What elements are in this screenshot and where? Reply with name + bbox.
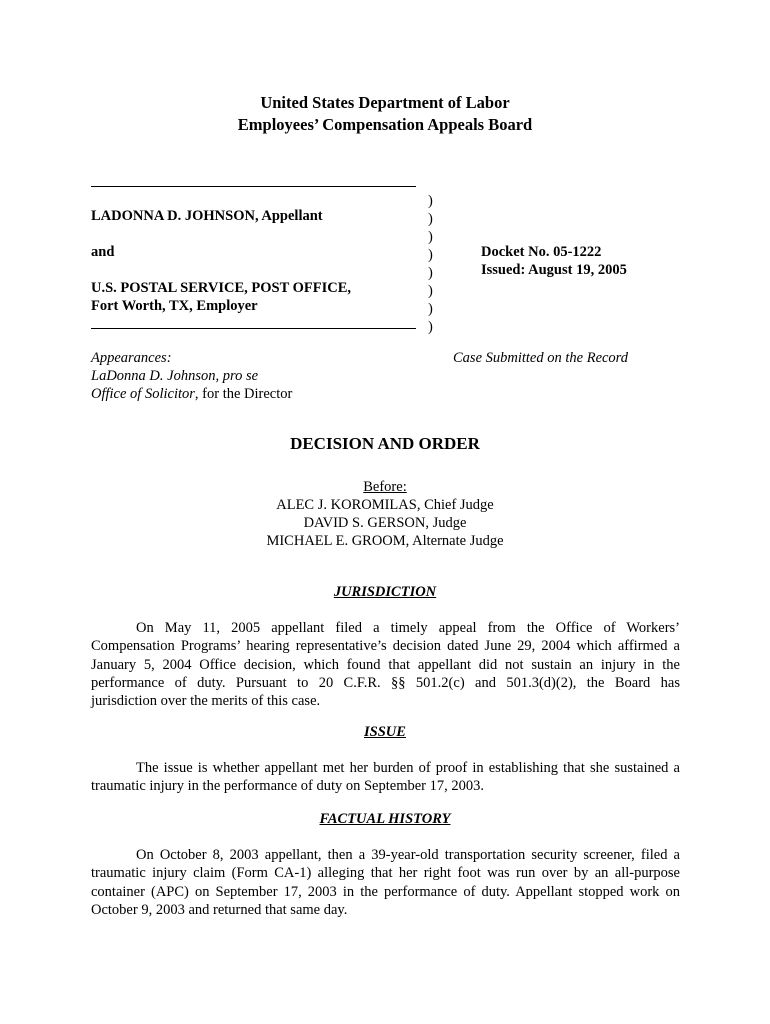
appellant-name: LADONNA D. JOHNSON, Appellant <box>91 208 323 224</box>
paragraph-line: jurisdiction over the merits of this case. <box>91 693 321 710</box>
jurisdiction-paragraph <box>91 619 680 710</box>
employer-line-2: Fort Worth, TX, Employer <box>91 298 258 314</box>
factual-history-heading: FACTUAL HISTORY <box>319 811 451 827</box>
jurisdiction-heading: JURISDICTION <box>333 584 437 600</box>
paragraph-line: October 9, 2003 and returned that same day. <box>91 901 348 918</box>
paragraph-line: traumatic injury claim (Form CA-1) alleging that her right foot was run over by an all-purpose <box>91 865 680 882</box>
paren: ) <box>428 265 433 281</box>
issue-paragraph <box>91 759 680 796</box>
caption-parentheses <box>428 192 438 336</box>
issue-heading: ISSUE <box>364 724 406 740</box>
factual-history-paragraph <box>91 846 680 919</box>
paren: ) <box>428 247 433 263</box>
caption-top-rule <box>91 186 416 187</box>
caption-bottom-rule <box>91 328 416 329</box>
solicitor-role: , for the Director <box>194 386 293 402</box>
paren: ) <box>428 193 433 209</box>
solicitor-appearance <box>91 385 292 403</box>
judges-panel <box>0 478 770 550</box>
paragraph-line: performance of duty. Pursuant to 20 C.F.R. §§ 501.2(c) and 501.3(d)(2), the Board has <box>91 674 680 691</box>
paren: ) <box>428 229 433 245</box>
appearances-block <box>91 349 292 403</box>
appearances-label: Appearances: <box>91 350 172 366</box>
paragraph-line: On May 11, 2005 appellant filed a timely appeal from the Office of Workers’ <box>136 620 680 636</box>
paren: ) <box>428 211 433 227</box>
agency-title: United States Department of Labor <box>260 93 510 112</box>
paren: ) <box>428 283 433 299</box>
judge-name: ALEC J. KOROMILAS, Chief Judge <box>276 497 494 513</box>
issued-date: Issued: August 19, 2005 <box>481 262 627 278</box>
paren: ) <box>428 319 433 335</box>
decision-title: DECISION AND ORDER <box>290 434 480 453</box>
paren: ) <box>428 301 433 317</box>
case-submitted-note: Case Submitted on the Record <box>453 350 629 366</box>
judge-name: MICHAEL E. GROOM, Alternate Judge <box>266 533 504 549</box>
docket-number: Docket No. 05-1222 <box>481 244 602 260</box>
paragraph-line: traumatic injury in the performance of duty on September 17, 2003. <box>91 778 485 795</box>
board-title: Employees’ Compensation Appeals Board <box>237 115 533 134</box>
appellant-appearance: LaDonna D. Johnson, pro se <box>91 368 259 384</box>
paragraph-line: On October 8, 2003 appellant, then a 39-year-old transportation security screener, filed a <box>136 847 680 863</box>
paragraph-line: Compensation Programs’ hearing representative’s decision dated June 29, 2004 which affirmed a <box>91 638 680 655</box>
judge-name: DAVID S. GERSON, Judge <box>303 515 467 531</box>
employer-line-1: U.S. POSTAL SERVICE, POST OFFICE, <box>91 280 352 296</box>
caption-and: and <box>91 244 115 260</box>
paragraph-line: The issue is whether appellant met her burden of proof in establishing that she sustained a <box>136 760 680 776</box>
solicitor-office: Office of Solicitor <box>91 386 195 402</box>
before-label: Before: <box>363 479 407 495</box>
paragraph-line: container (APC) on September 17, 2003 in the performance of duty. Appellant stopped work on <box>91 883 680 900</box>
paragraph-line: January 5, 2004 Office decision, which found that appellant did not sustain an injury in the <box>91 656 680 673</box>
